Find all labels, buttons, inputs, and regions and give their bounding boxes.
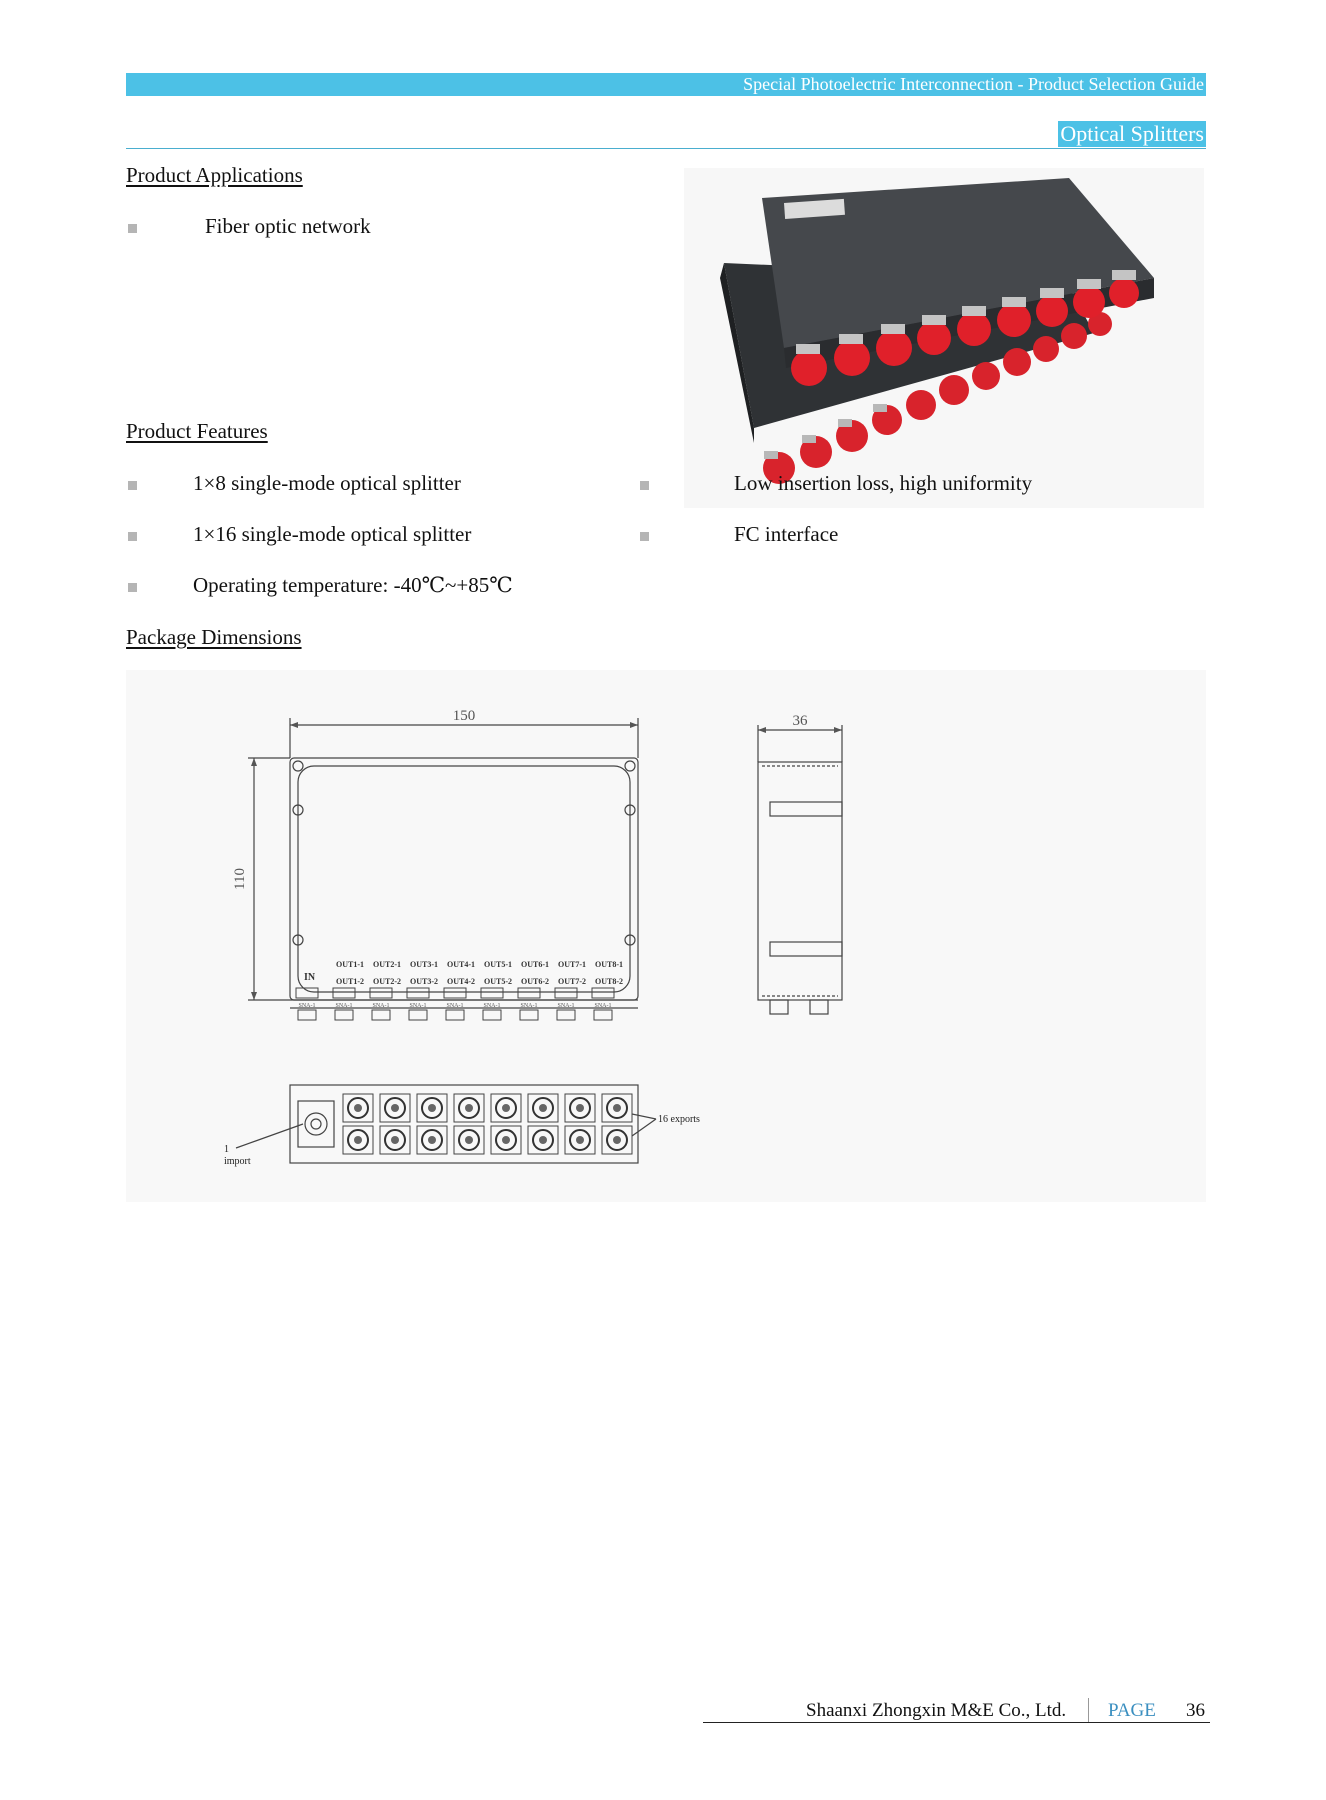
connector-row [296,988,614,1020]
port-labels [336,960,623,986]
feature-item: 1×16 single-mode optical splitter [193,522,472,546]
connector-housing [481,988,503,998]
output-port-core [354,1136,362,1144]
output-port-core [613,1104,621,1112]
bullet-icon [640,532,649,541]
connector-foot [446,1010,464,1020]
output-port-core [391,1104,399,1112]
header-rule [126,148,1206,149]
feature-item: FC interface [734,522,839,546]
bullet-icon [128,532,137,541]
connector-foot [409,1010,427,1020]
port-label-bottom: OUT6-2 [521,977,549,986]
output-port-core [354,1104,362,1112]
port-label-bottom: OUT4-2 [447,977,475,986]
connector-label: SNA-1 [298,1003,316,1009]
port-label-top: OUT3-1 [410,960,438,969]
exports-label: 16 exports [658,1114,700,1125]
width-dimension-label: 150 [452,708,476,724]
depth-dimension-label: 36 [792,713,808,729]
bottom-ports [343,1094,632,1154]
output-port-core [428,1136,436,1144]
bullet-icon [128,583,137,592]
port-label-top: OUT1-1 [336,960,364,969]
port-label-top: OUT4-1 [447,960,475,969]
connector-label: SNA-1 [372,1003,390,1009]
connector-label: SNA-1 [335,1003,353,1009]
feature-item: Operating temperature: -40℃~+85℃ [193,573,513,597]
output-port-core [613,1136,621,1144]
header-banner [126,73,1206,96]
height-dimension-label: 110 [232,868,248,890]
package-heading: Package Dimensions [126,625,302,649]
port-label-bottom: OUT8-2 [595,977,623,986]
splitter-photo-illustration [684,168,1204,508]
output-port-core [576,1136,584,1144]
import-number: 1 [224,1144,229,1155]
output-port-core [539,1104,547,1112]
output-port-core [391,1136,399,1144]
product-photo [684,168,1204,508]
connector-foot [483,1010,501,1020]
port-label-top: OUT7-1 [558,960,586,969]
connector-foot [335,1010,353,1020]
connector-housing [444,988,466,998]
applications-heading: Product Applications [126,163,303,187]
connector-label: SNA-1 [409,1003,427,1009]
connector-foot [298,1010,316,1020]
connector-foot [557,1010,575,1020]
footer-page-number: 36 [1186,1700,1205,1721]
connector-label: SNA-1 [483,1003,501,1009]
footer-page-label: PAGE [1108,1700,1156,1721]
port-label-bottom: OUT7-2 [558,977,586,986]
connector-housing [518,988,540,998]
output-port-core [576,1104,584,1112]
connector-label: SNA-1 [557,1003,575,1009]
category-title: Optical Splitters [1060,121,1204,146]
technical-drawing [126,670,1206,1202]
connector-housing [333,988,355,998]
connector-foot [594,1010,612,1020]
connector-housing [592,988,614,998]
bullet-icon [128,224,137,233]
import-label: import [224,1156,251,1167]
application-item: Fiber optic network [205,214,371,238]
footer-rule [703,1722,1210,1723]
feature-item: 1×8 single-mode optical splitter [193,471,461,495]
connector-housing [407,988,429,998]
output-port-core [428,1104,436,1112]
header-banner-text: Special Photoelectric Interconnection - Product Selection Guide [743,74,1204,94]
bullet-icon [128,481,137,490]
connector-label: SNA-1 [446,1003,464,1009]
connector-housing [555,988,577,998]
connector-foot [372,1010,390,1020]
port-label-bottom: OUT3-2 [410,977,438,986]
port-label-top: OUT6-1 [521,960,549,969]
in-port-label: IN [304,972,316,983]
port-label-top: OUT5-1 [484,960,512,969]
dimension-drawing [126,670,1206,1202]
port-label-top: OUT8-1 [595,960,623,969]
port-label-bottom: OUT2-2 [373,977,401,986]
port-label-bottom: OUT5-2 [484,977,512,986]
output-port-core [502,1136,510,1144]
connector-foot [520,1010,538,1020]
footer-separator [1088,1698,1089,1722]
connector-label: SNA-1 [594,1003,612,1009]
output-port-core [502,1104,510,1112]
footer-company: Shaanxi Zhongxin M&E Co., Ltd. [806,1700,1067,1721]
port-label-bottom: OUT1-2 [336,977,364,986]
output-port-core [539,1136,547,1144]
connector-housing [296,988,318,998]
port-label-top: OUT2-1 [373,960,401,969]
output-port-core [465,1104,473,1112]
connector-housing [370,988,392,998]
bullet-icon [640,481,649,490]
output-port-core [465,1136,473,1144]
features-heading: Product Features [126,419,268,443]
feature-item: Low insertion loss, high uniformity [734,471,1033,495]
connector-label: SNA-1 [520,1003,538,1009]
